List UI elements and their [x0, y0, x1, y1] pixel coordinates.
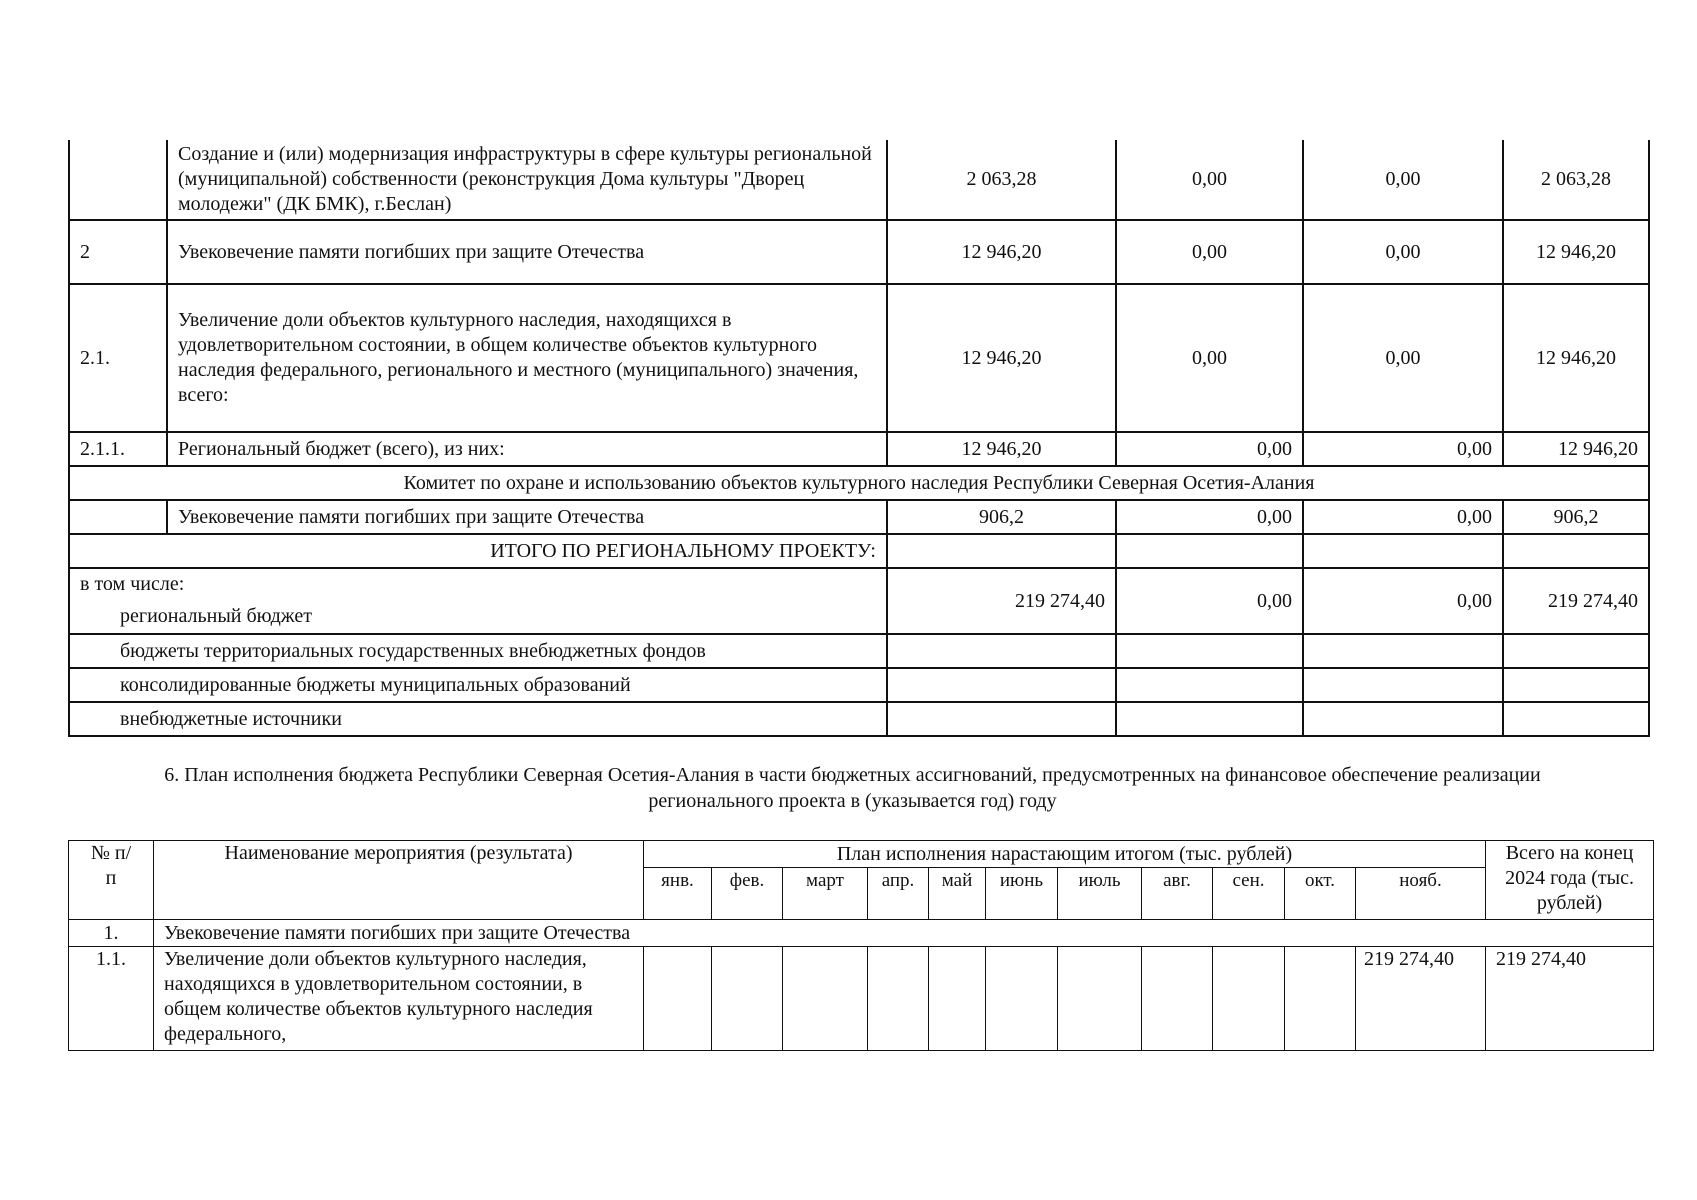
value-cell [1303, 534, 1503, 568]
municipal-budgets-label: консолидированные бюджеты муниципальных образований [69, 668, 887, 702]
financing-table [68, 140, 1650, 737]
month-value [783, 947, 868, 1051]
value-cell [1116, 534, 1303, 568]
value-cell [887, 668, 1116, 702]
regional-budget-label: региональный бюджет [120, 605, 312, 627]
row-name: Увеличение доли объектов культурного наследия, находящихся в удовлетворительном состоянии, в общем количестве объектов культурного наследия федерального, [154, 947, 644, 1051]
value-cell: 906,2 [1503, 500, 1649, 534]
value-cell: 0,00 [1116, 220, 1303, 284]
value-cell: 0,00 [1116, 500, 1303, 534]
including-label: в том числе: [80, 573, 185, 595]
row-name: Региональный бюджет (всего), из них: [167, 432, 887, 466]
table-row [69, 284, 1649, 432]
month-may: май [929, 868, 986, 920]
month-jun: июнь [986, 868, 1058, 920]
value-cell: 12 946,20 [887, 220, 1116, 284]
value-cell [1503, 634, 1649, 668]
value-cell: 12 946,20 [1503, 220, 1649, 284]
row-number: 1.1. [69, 947, 154, 1051]
table-row [69, 947, 1654, 1051]
row-name: Создание и (или) модернизация инфраструктуры в сфере культуры региональной (муниципальной) собственности (реконструкция Дома культуры "Дворец молодежи" (ДК БМК), г.Беслан) [167, 140, 887, 220]
value-cell: 0,00 [1303, 220, 1503, 284]
col-name-header: Наименование мероприятия (результата) [154, 841, 644, 920]
col-total-header: Всего на конец 2024 года (тыс. рублей) [1486, 841, 1654, 920]
table-row [69, 702, 1649, 736]
table-row [69, 220, 1649, 284]
table-row [69, 668, 1649, 702]
including-cell [69, 568, 887, 634]
row-name: Увеличение доли объектов культурного наследия, находящихся в удовлетворительном состоянии, в общем количестве объектов культурного наследия федерального, регионального и местного (муниципального) значения, всего: [167, 284, 887, 432]
table-row [69, 634, 1649, 668]
value-cell [1503, 534, 1649, 568]
value-cell [1116, 668, 1303, 702]
table-row [69, 432, 1649, 466]
row-number: 2.1. [69, 284, 167, 432]
month-oct: окт. [1285, 868, 1356, 920]
value-cell: 2 063,28 [1503, 140, 1649, 220]
total-label: ИТОГО ПО РЕГИОНАЛЬНОМУ ПРОЕКТУ: [69, 534, 887, 568]
total-row [69, 534, 1649, 568]
value-cell: 0,00 [1116, 140, 1303, 220]
offbudget-label: внебюджетные источники [69, 702, 887, 736]
month-mar: март [783, 868, 868, 920]
value-cell [1303, 668, 1503, 702]
month-nov: нояб. [1356, 868, 1486, 920]
row-name: Увековечение памяти погибших при защите Отечества [167, 500, 887, 534]
table-row [69, 500, 1649, 534]
territorial-funds-label: бюджеты территориальных государственных внебюджетных фондов [69, 634, 887, 668]
row-number [69, 500, 167, 534]
month-value [1142, 947, 1213, 1051]
row-name: Увековечение памяти погибших при защите Отечества [154, 920, 1654, 947]
value-cell: 12 946,20 [1503, 284, 1649, 432]
month-value [1213, 947, 1285, 1051]
month-value [644, 947, 712, 1051]
value-cell: 0,00 [1303, 568, 1503, 634]
regional-budget-row [69, 568, 1649, 634]
section-6-title-line1: 6. План исполнения бюджета Республики Северная Осетия-Алания в части бюджетных ассигнований, предусмотренных на финансовое обеспечение реализации [164, 764, 1541, 786]
value-cell: 12 946,20 [887, 432, 1116, 466]
month-jul: июль [1058, 868, 1142, 920]
col-number-header: № п/п [69, 841, 154, 920]
row-number: 1. [69, 920, 154, 947]
value-cell: 2 063,28 [887, 140, 1116, 220]
value-cell: 219 274,40 [887, 568, 1116, 634]
value-cell [887, 702, 1116, 736]
col-plan-header: План исполнения нарастающим итогом (тыс. рублей) [644, 841, 1486, 868]
month-value [986, 947, 1058, 1051]
section-6-title-line2: регионального проекта в (указывается год) году [648, 790, 1057, 812]
total-value: 219 274,40 [1486, 947, 1654, 1051]
month-value-nov: 219 274,40 [1356, 947, 1486, 1051]
month-sep: сен. [1213, 868, 1285, 920]
committee-row [69, 466, 1649, 500]
month-value [868, 947, 929, 1051]
month-aug: авг. [1142, 868, 1213, 920]
value-cell: 0,00 [1116, 284, 1303, 432]
value-cell [1303, 634, 1503, 668]
row-number: 2.1.1. [69, 432, 167, 466]
row-name: Увековечение памяти погибших при защите Отечества [167, 220, 887, 284]
month-value [1285, 947, 1356, 1051]
value-cell: 0,00 [1116, 432, 1303, 466]
value-cell: 12 946,20 [887, 284, 1116, 432]
value-cell [1116, 634, 1303, 668]
value-cell: 0,00 [1303, 432, 1503, 466]
value-cell: 12 946,20 [1503, 432, 1649, 466]
section-6-title [60, 762, 1645, 814]
value-cell: 0,00 [1116, 568, 1303, 634]
value-cell: 0,00 [1303, 284, 1503, 432]
month-value [1058, 947, 1142, 1051]
row-number [69, 140, 167, 220]
value-cell: 219 274,40 [1503, 568, 1649, 634]
value-cell: 0,00 [1303, 500, 1503, 534]
month-value [929, 947, 986, 1051]
committee-title: Комитет по охране и использованию объектов культурного наследия Республики Северная Осетия-Алания [69, 466, 1649, 500]
row-number: 2 [69, 220, 167, 284]
value-cell [1116, 702, 1303, 736]
value-cell [1303, 702, 1503, 736]
table-row [69, 140, 1649, 220]
month-apr: апр. [868, 868, 929, 920]
value-cell [887, 534, 1116, 568]
value-cell [1503, 702, 1649, 736]
header-row [69, 841, 1654, 868]
value-cell: 0,00 [1303, 140, 1503, 220]
table-row [69, 920, 1654, 947]
value-cell [887, 634, 1116, 668]
value-cell: 906,2 [887, 500, 1116, 534]
month-jan: янв. [644, 868, 712, 920]
execution-plan-table [68, 840, 1654, 1051]
value-cell [1503, 668, 1649, 702]
month-value [712, 947, 783, 1051]
month-feb: фев. [712, 868, 783, 920]
